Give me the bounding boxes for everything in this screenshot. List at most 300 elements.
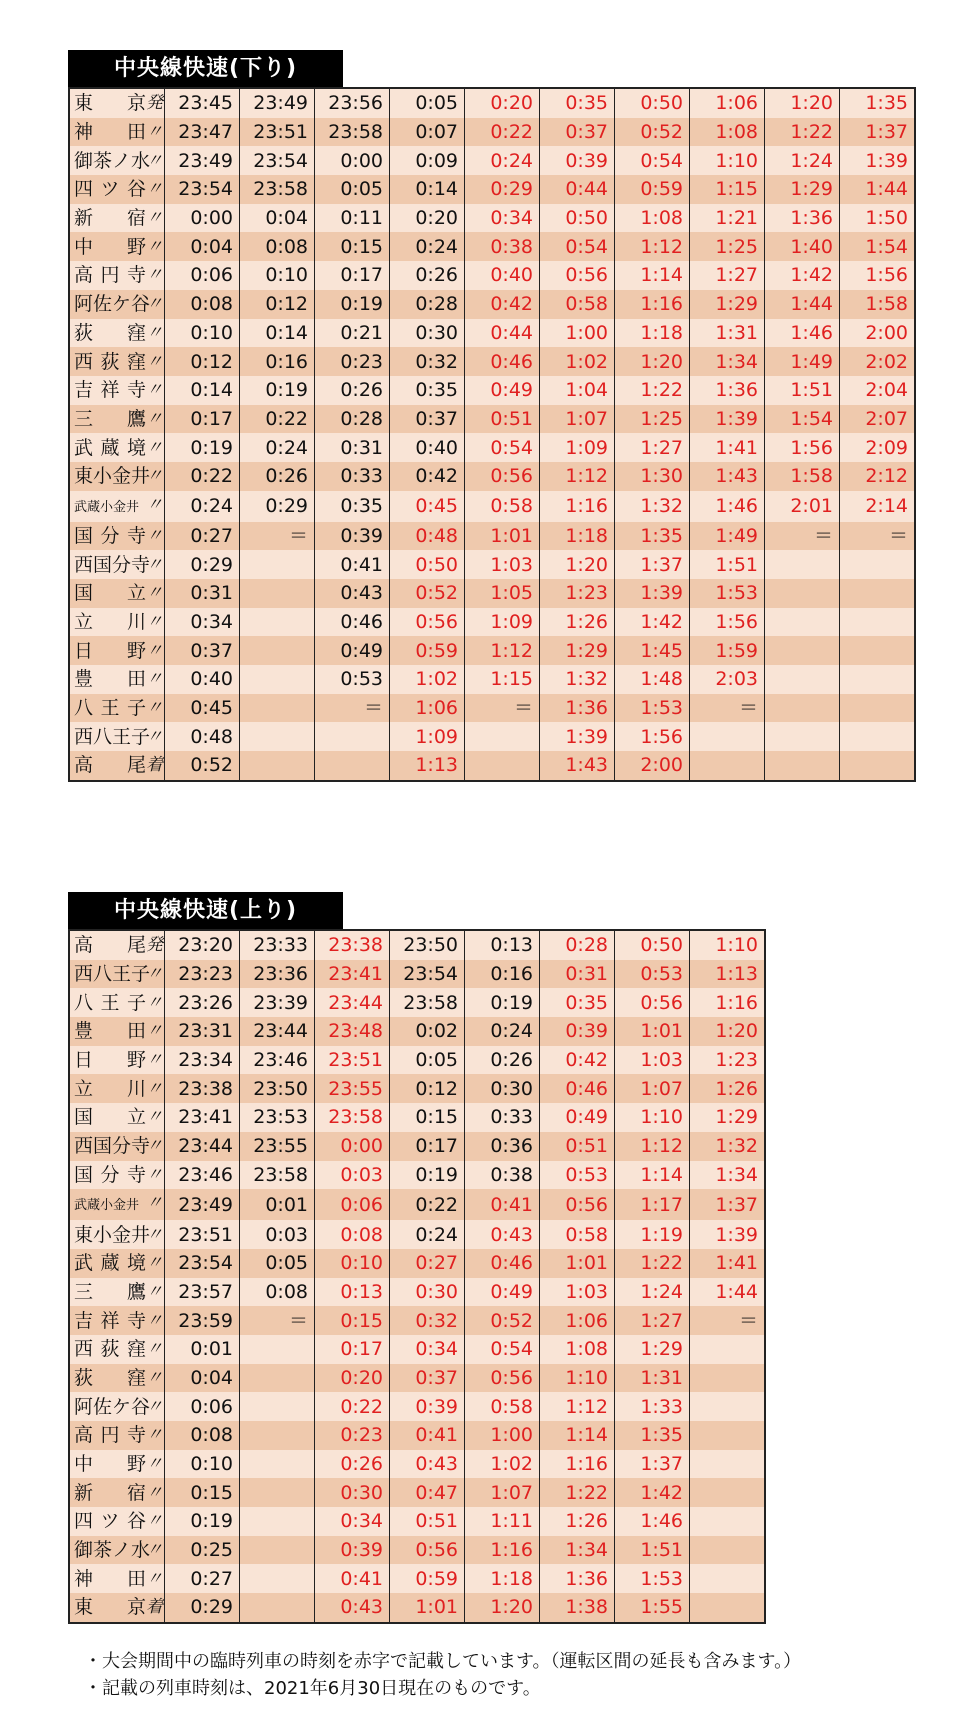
time-cell: 1:26: [690, 1074, 766, 1103]
time-cell: 0:11: [315, 204, 390, 233]
time-cell: 0:49: [465, 376, 540, 405]
table-row: [69, 146, 915, 175]
departure-arrival-mark: 発: [146, 935, 163, 956]
time-cell: 1:11: [465, 1507, 540, 1536]
time-cell: 0:19: [390, 1161, 465, 1190]
time-cell: 1:55: [615, 1593, 690, 1623]
station-name: 八王子: [74, 697, 146, 720]
table-row: [69, 988, 765, 1017]
station-cell: [69, 491, 165, 522]
station-cell: [69, 1074, 165, 1103]
time-cell: [240, 665, 315, 694]
time-cell: 23:36: [240, 960, 315, 989]
time-cell: 0:37: [540, 118, 615, 147]
time-cell: 23:50: [240, 1074, 315, 1103]
time-cell: 1:44: [840, 175, 916, 204]
time-cell: 1:42: [765, 261, 840, 290]
time-cell: 0:46: [465, 347, 540, 376]
time-cell: 1:27: [615, 433, 690, 462]
time-cell: 0:20: [465, 88, 540, 118]
time-cell: 23:50: [390, 930, 465, 960]
time-cell: 0:56: [390, 1536, 465, 1565]
table-row: [69, 930, 765, 960]
time-cell: 0:52: [390, 579, 465, 608]
time-cell: [765, 694, 840, 723]
station-cell: [69, 1364, 165, 1393]
time-cell: 0:33: [465, 1103, 540, 1132]
time-cell: 1:01: [390, 1593, 465, 1623]
time-cell: 1:22: [765, 118, 840, 147]
station-name: 高 尾: [74, 754, 146, 777]
station-name: 四ツ谷: [74, 178, 146, 201]
table-row: [69, 665, 915, 694]
time-cell: 0:13: [465, 930, 540, 960]
time-cell: 1:49: [765, 347, 840, 376]
time-cell: 23:49: [165, 146, 240, 175]
departure-arrival-mark: 〃: [146, 494, 163, 515]
time-cell: [840, 579, 916, 608]
time-cell: 2:09: [840, 433, 916, 462]
station-name: 中 野: [74, 1453, 146, 1476]
time-cell: [690, 1507, 766, 1536]
time-cell: 1:23: [690, 1046, 766, 1075]
station-name: 武蔵境: [74, 1252, 146, 1275]
time-cell: 0:06: [165, 261, 240, 290]
time-cell: 0:16: [465, 960, 540, 989]
station-cell: [69, 522, 165, 551]
time-cell: 1:12: [615, 232, 690, 261]
time-cell: 1:16: [540, 1450, 615, 1479]
time-cell: 0:54: [465, 1335, 540, 1364]
time-cell: ＝: [465, 694, 540, 723]
time-cell: 1:22: [540, 1478, 615, 1507]
time-cell: 1:04: [540, 376, 615, 405]
time-cell: 1:16: [615, 290, 690, 319]
time-cell: 1:51: [615, 1536, 690, 1565]
table-row: [69, 491, 915, 522]
time-cell: 23:23: [165, 960, 240, 989]
time-cell: 0:14: [165, 376, 240, 405]
time-cell: [840, 694, 916, 723]
time-cell: 0:38: [465, 232, 540, 261]
departure-arrival-mark: 〃: [146, 179, 163, 200]
time-cell: 23:46: [165, 1161, 240, 1190]
departure-arrival-mark: 〃: [146, 612, 163, 633]
time-cell: 1:10: [615, 1103, 690, 1132]
station-cell: [69, 694, 165, 723]
time-cell: 1:56: [615, 722, 690, 751]
station-name: 阿佐ケ谷: [74, 1395, 151, 1418]
time-cell: 0:53: [615, 960, 690, 989]
time-cell: 1:25: [615, 405, 690, 434]
time-cell: 23:34: [165, 1046, 240, 1075]
time-cell: [765, 579, 840, 608]
station-cell: [69, 665, 165, 694]
time-cell: [840, 751, 916, 781]
departure-arrival-mark: 〃: [146, 265, 163, 286]
station-cell: [69, 1220, 165, 1249]
departure-arrival-mark: 〃: [146, 150, 163, 171]
time-cell: 0:22: [315, 1392, 390, 1421]
departure-arrival-mark: 〃: [146, 1164, 163, 1185]
time-cell: 1:36: [540, 1564, 615, 1593]
time-cell: 1:27: [615, 1306, 690, 1335]
timetable-title: 中央線快速(上り): [68, 892, 343, 929]
table-row: [69, 722, 915, 751]
time-cell: 0:15: [390, 1103, 465, 1132]
time-cell: 0:22: [165, 462, 240, 491]
time-cell: 1:07: [540, 405, 615, 434]
time-cell: 2:04: [840, 376, 916, 405]
time-cell: 0:45: [390, 491, 465, 522]
station-cell: [69, 1392, 165, 1421]
time-cell: 0:40: [390, 433, 465, 462]
time-cell: 0:10: [315, 1249, 390, 1278]
time-cell: 1:33: [615, 1392, 690, 1421]
time-cell: 0:01: [165, 1335, 240, 1364]
time-cell: 0:43: [315, 1593, 390, 1623]
station-cell: [69, 1249, 165, 1278]
time-cell: 0:44: [540, 175, 615, 204]
time-cell: 0:56: [540, 1189, 615, 1220]
time-cell: 1:20: [465, 1593, 540, 1623]
departure-arrival-mark: 〃: [146, 322, 163, 343]
time-cell: 1:38: [540, 1593, 615, 1623]
departure-arrival-mark: 〃: [146, 1339, 163, 1360]
time-cell: 1:01: [540, 1249, 615, 1278]
time-cell: 0:23: [315, 1421, 390, 1450]
time-cell: 0:26: [315, 1450, 390, 1479]
station-cell: [69, 1478, 165, 1507]
time-cell: 1:06: [540, 1306, 615, 1335]
station-name: 武蔵境: [74, 436, 146, 459]
time-cell: 1:24: [615, 1278, 690, 1307]
time-cell: 0:51: [390, 1507, 465, 1536]
time-cell: 1:05: [465, 579, 540, 608]
time-cell: [240, 550, 315, 579]
station-name: 国分寺: [74, 524, 146, 547]
time-cell: 1:53: [615, 1564, 690, 1593]
station-cell: [69, 1132, 165, 1161]
time-cell: 0:37: [165, 636, 240, 665]
time-cell: 0:46: [315, 608, 390, 637]
time-cell: 0:34: [390, 1335, 465, 1364]
time-cell: 0:12: [240, 290, 315, 319]
station-cell: [69, 175, 165, 204]
station-cell: [69, 579, 165, 608]
time-cell: 0:17: [165, 405, 240, 434]
time-cell: [240, 694, 315, 723]
time-cell: 1:18: [540, 522, 615, 551]
time-cell: 0:25: [165, 1536, 240, 1565]
time-cell: 0:08: [240, 232, 315, 261]
station-name: 西国分寺: [74, 1135, 151, 1158]
time-cell: 1:12: [615, 1132, 690, 1161]
departure-arrival-mark: 〃: [146, 1540, 163, 1561]
time-cell: 0:35: [315, 491, 390, 522]
time-cell: [840, 550, 916, 579]
time-cell: 0:22: [240, 405, 315, 434]
time-cell: 1:03: [540, 1278, 615, 1307]
time-cell: 1:43: [540, 751, 615, 781]
time-cell: [690, 1536, 766, 1565]
time-cell: 0:26: [240, 462, 315, 491]
time-cell: 0:51: [465, 405, 540, 434]
time-cell: 0:15: [315, 232, 390, 261]
time-cell: 0:22: [465, 118, 540, 147]
time-cell: 1:16: [690, 988, 766, 1017]
table-row: [69, 118, 915, 147]
time-cell: [690, 1593, 766, 1623]
time-cell: 23:48: [315, 1017, 390, 1046]
time-cell: 1:56: [765, 433, 840, 462]
station-name: 豊 田: [74, 1020, 146, 1043]
station-name: 三 鷹: [74, 1280, 146, 1303]
station-name: 武蔵小金井: [74, 499, 140, 515]
time-cell: 0:14: [240, 319, 315, 348]
departure-arrival-mark: 〃: [146, 1021, 163, 1042]
time-cell: [690, 1335, 766, 1364]
time-cell: 1:01: [465, 522, 540, 551]
time-cell: 1:24: [765, 146, 840, 175]
time-cell: 0:42: [465, 290, 540, 319]
station-cell: [69, 118, 165, 147]
time-cell: 1:34: [690, 1161, 766, 1190]
time-cell: 1:02: [465, 1450, 540, 1479]
time-cell: 0:59: [615, 175, 690, 204]
time-cell: 0:05: [315, 175, 390, 204]
station-cell: [69, 960, 165, 989]
departure-arrival-mark: 〃: [146, 1050, 163, 1071]
station-cell: [69, 988, 165, 1017]
time-cell: 1:12: [465, 636, 540, 665]
time-cell: 0:51: [540, 1132, 615, 1161]
time-cell: 0:24: [390, 232, 465, 261]
station-name: 八王子: [74, 991, 146, 1014]
table-row: [69, 261, 915, 290]
station-name: 中 野: [74, 235, 146, 258]
time-cell: 0:20: [390, 204, 465, 233]
departure-arrival-mark: 〃: [146, 554, 163, 575]
time-cell: 1:03: [615, 1046, 690, 1075]
time-cell: 1:36: [765, 204, 840, 233]
time-cell: 0:28: [315, 405, 390, 434]
time-cell: 23:20: [165, 930, 240, 960]
time-cell: 1:10: [690, 146, 765, 175]
time-cell: 1:35: [615, 1421, 690, 1450]
station-name: 東 京: [74, 92, 146, 115]
time-cell: 0:06: [315, 1189, 390, 1220]
time-cell: 0:24: [165, 491, 240, 522]
time-cell: 1:37: [615, 550, 690, 579]
time-cell: 0:07: [390, 118, 465, 147]
time-cell: 1:07: [615, 1074, 690, 1103]
time-cell: 23:49: [240, 88, 315, 118]
time-cell: 0:42: [540, 1046, 615, 1075]
table-row: [69, 550, 915, 579]
station-cell: [69, 204, 165, 233]
time-cell: 1:39: [840, 146, 916, 175]
time-cell: 0:35: [540, 988, 615, 1017]
time-cell: ＝: [240, 522, 315, 551]
station-name: 国分寺: [74, 1163, 146, 1186]
station-name: 西八王子: [74, 963, 151, 986]
time-cell: 1:20: [615, 347, 690, 376]
time-cell: 0:27: [165, 1564, 240, 1593]
station-cell: [69, 1421, 165, 1450]
departure-arrival-mark: 〃: [146, 640, 163, 661]
time-cell: 0:58: [540, 1220, 615, 1249]
table-row: [69, 1103, 765, 1132]
table-row: [69, 1074, 765, 1103]
time-cell: 23:54: [165, 175, 240, 204]
table-row: [69, 1392, 765, 1421]
time-cell: [840, 608, 916, 637]
table-row: [69, 290, 915, 319]
time-cell: 1:26: [540, 608, 615, 637]
time-cell: 1:45: [615, 636, 690, 665]
time-cell: [690, 1478, 766, 1507]
time-cell: [690, 1564, 766, 1593]
time-cell: 23:58: [315, 1103, 390, 1132]
time-cell: 1:32: [690, 1132, 766, 1161]
time-cell: 1:29: [690, 290, 765, 319]
time-cell: 1:27: [690, 261, 765, 290]
time-cell: 0:03: [315, 1161, 390, 1190]
time-cell: 0:19: [465, 988, 540, 1017]
departure-arrival-mark: 〃: [146, 1511, 163, 1532]
time-cell: 23:47: [165, 118, 240, 147]
table-row: [69, 462, 915, 491]
time-cell: 0:43: [390, 1450, 465, 1479]
time-cell: 0:31: [165, 579, 240, 608]
time-cell: 0:49: [315, 636, 390, 665]
time-cell: 0:34: [465, 204, 540, 233]
time-cell: 23:39: [240, 988, 315, 1017]
time-cell: 0:17: [315, 1335, 390, 1364]
departure-arrival-mark: 〃: [146, 1078, 163, 1099]
time-cell: 0:05: [390, 88, 465, 118]
station-cell: [69, 347, 165, 376]
station-name: 東 京: [74, 1596, 146, 1619]
time-cell: 1:15: [690, 175, 765, 204]
time-cell: [240, 1364, 315, 1393]
time-cell: ＝: [690, 694, 765, 723]
time-cell: 0:45: [165, 694, 240, 723]
time-cell: 1:37: [690, 1189, 766, 1220]
departure-arrival-mark: 〃: [146, 208, 163, 229]
departure-arrival-mark: 〃: [146, 1454, 163, 1475]
time-cell: 1:03: [465, 550, 540, 579]
table-row: [69, 1478, 765, 1507]
time-cell: 23:54: [240, 146, 315, 175]
departure-arrival-mark: 〃: [146, 992, 163, 1013]
time-cell: 0:35: [540, 88, 615, 118]
time-cell: 1:21: [690, 204, 765, 233]
time-cell: 23:44: [315, 988, 390, 1017]
time-cell: [240, 1564, 315, 1593]
departure-arrival-mark: 〃: [146, 1224, 163, 1245]
time-cell: [240, 636, 315, 665]
time-cell: 1:18: [615, 319, 690, 348]
time-cell: 0:41: [465, 1189, 540, 1220]
time-cell: 0:35: [390, 376, 465, 405]
station-name: 日 野: [74, 639, 146, 662]
station-cell: [69, 1335, 165, 1364]
time-cell: 0:56: [465, 462, 540, 491]
time-cell: 0:50: [615, 88, 690, 118]
time-cell: 1:54: [840, 232, 916, 261]
departure-arrival-mark: 〃: [146, 964, 163, 985]
time-cell: 1:14: [540, 1421, 615, 1450]
time-cell: 0:17: [390, 1132, 465, 1161]
time-cell: 1:46: [615, 1507, 690, 1536]
table-row: [69, 1161, 765, 1190]
time-cell: 1:37: [840, 118, 916, 147]
time-cell: 1:09: [465, 608, 540, 637]
station-cell: [69, 722, 165, 751]
time-cell: 23:57: [165, 1278, 240, 1307]
time-cell: 2:12: [840, 462, 916, 491]
time-cell: 1:39: [690, 1220, 766, 1249]
station-name: 西八王子: [74, 725, 151, 748]
timetable-up: [68, 892, 766, 1624]
time-cell: 1:26: [540, 1507, 615, 1536]
table-row: [69, 232, 915, 261]
time-cell: 1:10: [690, 930, 766, 960]
time-cell: 0:29: [465, 175, 540, 204]
station-name: 阿佐ケ谷: [74, 293, 151, 316]
station-cell: [69, 462, 165, 491]
time-cell: 1:36: [540, 694, 615, 723]
time-cell: 23:51: [240, 118, 315, 147]
time-cell: 1:01: [615, 1017, 690, 1046]
time-cell: [690, 1392, 766, 1421]
time-cell: 1:00: [465, 1421, 540, 1450]
timetable-title: 中央線快速(下り): [68, 50, 343, 87]
station-cell: [69, 608, 165, 637]
time-cell: 0:32: [390, 1306, 465, 1335]
station-cell: [69, 261, 165, 290]
time-cell: 0:50: [540, 204, 615, 233]
time-cell: 23:53: [240, 1103, 315, 1132]
time-cell: 23:51: [315, 1046, 390, 1075]
time-cell: 0:28: [390, 290, 465, 319]
time-cell: 1:23: [540, 579, 615, 608]
time-cell: 0:56: [465, 1364, 540, 1393]
table-row: [69, 636, 915, 665]
time-cell: 1:44: [690, 1278, 766, 1307]
time-cell: 0:00: [315, 146, 390, 175]
time-cell: 0:39: [540, 1017, 615, 1046]
station-cell: [69, 405, 165, 434]
time-cell: 0:30: [465, 1074, 540, 1103]
time-cell: [240, 1507, 315, 1536]
time-cell: 1:40: [765, 232, 840, 261]
time-cell: [690, 1421, 766, 1450]
time-cell: 23:33: [240, 930, 315, 960]
time-cell: 1:00: [540, 319, 615, 348]
time-cell: 1:16: [540, 491, 615, 522]
time-cell: 0:06: [165, 1392, 240, 1421]
station-name: 立 川: [74, 611, 146, 634]
station-cell: [69, 433, 165, 462]
time-cell: [240, 1392, 315, 1421]
time-cell: 0:49: [540, 1103, 615, 1132]
time-cell: 23:59: [165, 1306, 240, 1335]
departure-arrival-mark: 〃: [146, 1310, 163, 1331]
time-cell: 1:46: [765, 319, 840, 348]
